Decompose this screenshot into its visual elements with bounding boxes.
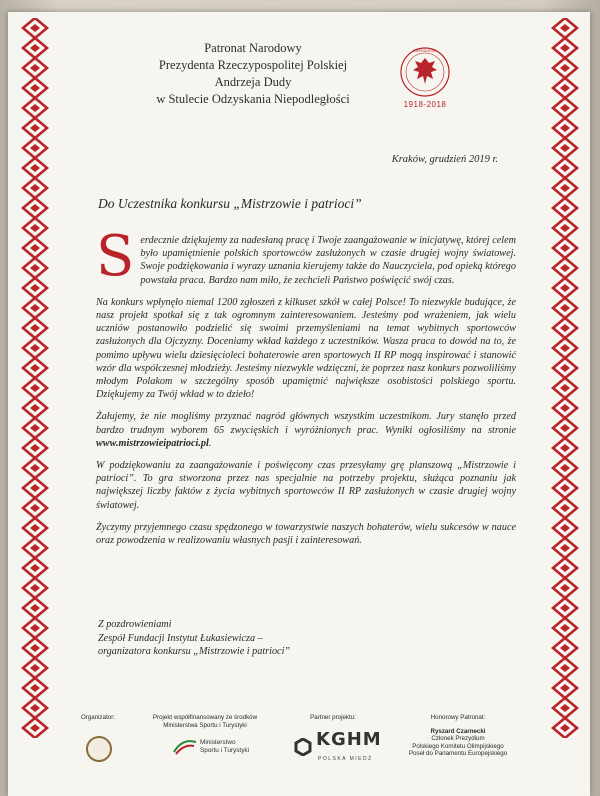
border-diamond-center (30, 484, 40, 492)
partner-name: KGHM (316, 729, 382, 750)
border-diamond-center (30, 524, 40, 532)
border-diamond-center (30, 184, 40, 192)
organizer-label: Organizator: (80, 714, 116, 721)
border-diamond-center (560, 284, 570, 292)
drop-cap: S (96, 224, 135, 289)
signature-line-1: Z pozdrowieniami (98, 619, 172, 630)
border-diamond-center (30, 724, 40, 732)
border-diamond-center (30, 464, 40, 472)
border-diamond-center (30, 84, 40, 92)
folk-border-left (18, 18, 52, 738)
organizer-logo-icon (86, 736, 112, 762)
border-diamond-center (30, 104, 40, 112)
border-diamond-center (560, 444, 570, 452)
border-diamond-center (560, 344, 570, 352)
border-diamond-center (30, 444, 40, 452)
border-diamond-center (560, 144, 570, 152)
border-diamond-center (560, 584, 570, 592)
border-diamond-center (560, 164, 570, 172)
paragraph-1 (96, 224, 516, 289)
border-diamond-center (30, 404, 40, 412)
border-diamond-center (560, 644, 570, 652)
border-diamond-center (560, 604, 570, 612)
border-diamond-center (30, 664, 40, 672)
paragraph-5: Życzymy przyjemnego czasu spędzonego w towarzystwie naszych bohaterów, wielu sukcesów w nauce oraz powodzenia w realizowaniu własnych pasji i zainteresowań. (96, 521, 516, 547)
letter-date: Kraków, grudzień 2019 r. (391, 154, 498, 165)
border-diamond-center (30, 304, 40, 312)
paragraph-3-text: Żałujemy, że nie mogliśmy przyznać nagród głównych wszystkim uczestnikom. Jury stanęło przed bardzo trudnym wyborem 65 zwycięskich i wyróżnionych prac. Wyniki ogłosiliśmy na stronie (96, 411, 516, 436)
border-diamond-center (560, 104, 570, 112)
border-diamond-center (30, 144, 40, 152)
border-diamond-center (30, 44, 40, 52)
paragraph-4: W podziękowaniu za zaangażowanie i poświęcony czas przesyłamy grę planszową „Mistrzowie i patrioci”. To gra stworzona przez nas specjalnie na potrzeby projektu, służąca poznaniu jak największej liczby faktów z życia wybitnych sportowców II RP zasłużonych w czasie drugiej wojny światowej. (96, 460, 516, 511)
border-diamond-center (560, 264, 570, 272)
border-diamond-center (560, 124, 570, 132)
border-diamond-center (30, 644, 40, 652)
folk-border-right (548, 18, 582, 738)
border-diamond-center (560, 324, 570, 332)
border-diamond-center (30, 164, 40, 172)
funding-label-1: Projekt współfinansowany ze środków (152, 714, 258, 721)
border-diamond-center (30, 204, 40, 212)
border-diamond-center (30, 324, 40, 332)
border-diamond-center (560, 204, 570, 212)
ministry-logo-text (200, 739, 249, 754)
paragraph-3-end: . (208, 437, 212, 449)
border-diamond-center (560, 84, 570, 92)
border-diamond-center (560, 64, 570, 72)
border-diamond-center (30, 684, 40, 692)
ministry-logo-icon (172, 736, 198, 756)
border-diamond-center (560, 504, 570, 512)
emblem-ring-text: NIEPODLEGŁA (413, 49, 437, 53)
signature-line-3: organizatora konkursu „Mistrzowie i patrioci” (98, 646, 291, 657)
signature-block (98, 618, 498, 659)
border-diamond-center (560, 24, 570, 32)
signature-line-2: Zespół Fundacji Instytut Łukasiewicza – (98, 632, 263, 644)
website-link[interactable]: www.mistrzowieipatrioci.pl (96, 437, 209, 449)
border-diamond-center (30, 344, 40, 352)
patron-name: Ryszard Czarnecki (430, 727, 486, 735)
ministry-logo-line-2: Sportu i Turystyki (200, 746, 250, 754)
funding-column (150, 714, 260, 754)
patron-role-3: Poseł do Parlamentu Europejskiego (408, 750, 508, 757)
border-diamond-center (560, 724, 570, 732)
border-diamond-center (560, 44, 570, 52)
emblem-years: 1918-2018 (403, 100, 447, 109)
letter-body (96, 224, 516, 556)
funding-label-2: Ministerstwa Sportu i Turystyki (163, 721, 247, 729)
border-diamond-center (560, 564, 570, 572)
patron-role-1: Członek Prezydium (431, 735, 485, 742)
border-diamond-center (30, 24, 40, 32)
border-diamond-center (560, 384, 570, 392)
patron-column (398, 714, 518, 758)
border-diamond-center (560, 664, 570, 672)
header-line: Patronat Narodowy (204, 41, 302, 55)
sponsors-footer (68, 714, 538, 774)
border-diamond-center (560, 704, 570, 712)
header-line: Andrzeja Dudy (214, 75, 292, 89)
border-diamond-center (30, 584, 40, 592)
border-diamond-center (560, 404, 570, 412)
patronage-header (98, 40, 408, 108)
border-diamond-center (560, 464, 570, 472)
header-line: Prezydenta Rzeczypospolitej Polskiej (158, 58, 348, 72)
organizer-column (68, 714, 128, 722)
letter-sheet (8, 12, 590, 796)
header-line: w Stulecie Odzyskania Niepodległości (156, 92, 350, 106)
border-diamond-center (560, 304, 570, 312)
border-diamond-center (560, 424, 570, 432)
border-diamond-center (30, 504, 40, 512)
partner-label: Partner projektu: (310, 714, 356, 721)
border-diamond-center (560, 544, 570, 552)
border-diamond-center (30, 64, 40, 72)
border-diamond-center (560, 524, 570, 532)
border-diamond-center (560, 184, 570, 192)
ministry-logo-line-1: Ministerstwo (200, 739, 236, 746)
salutation: Do Uczestnika konkursu „Mistrzowie i patrioci” (98, 196, 362, 211)
border-diamond-center (560, 244, 570, 252)
paragraph-1-text: erdecznie dziękujemy za nadesłaną pracę i Twoje zaangażowanie w inicjatywę, której celem było upamiętnienie polskich sportowców zasłużonych w czasie drugiej wojny światowej. Swoje podziękowania i wyrazy uznania kierujemy także do Nauczyciela, pod opieką którego powstała praca. Bardzo nam miło, że zechcieli Państwo poświęcić swój czas. (140, 235, 516, 286)
border-diamond-center (30, 624, 40, 632)
border-diamond-center (560, 684, 570, 692)
partner-subtitle: POLSKA MIEDŹ (318, 756, 373, 762)
patron-role-2: Polskiego Komitetu Olimpijskiego (412, 742, 504, 750)
border-diamond-center (560, 624, 570, 632)
kghm-hexagon-icon (294, 738, 312, 756)
border-diamond-center (30, 124, 40, 132)
border-diamond-center (30, 704, 40, 712)
border-diamond-center (30, 544, 40, 552)
partner-column (288, 714, 382, 762)
border-diamond-center (30, 364, 40, 372)
border-diamond-center (30, 424, 40, 432)
border-diamond-center (30, 604, 40, 612)
paragraph-3 (96, 410, 516, 450)
border-diamond-center (30, 384, 40, 392)
paragraph-2: Na konkurs wpłynęło niemal 1200 zgłoszeń z kilkuset szkół w całej Polsce! To niezwykle budujące, że nasz projekt spotkał się z tak ogromnym zainteresowaniem. Jesteśmy pod wrażeniem, jak wielu uczniów postanowiło podzielić się swoimi przemyśleniami na temat wybitnych sportowców zasłużonych dla Ojczyzny. Doceniamy wkład każdego z uczestników. Wasza praca to dowód na to, że pomimo upływu wielu dziesięcioleci bohaterowie aren sportowych II RP mogą inspirować i stanowić wzór dla współczesnej młodzieży. Jesteśmy niezwykle wdzięczni, że poprzez nasz konkurs pozwoliliśmy młodym Polakom w szczególny sposób upamiętnić największe osobistości polskiego sportu. Dziękujemy za Twój wkład w to dzieło! (96, 296, 516, 401)
border-diamond-center (30, 284, 40, 292)
border-diamond-center (560, 484, 570, 492)
border-diamond-center (30, 224, 40, 232)
border-diamond-center (560, 364, 570, 372)
border-diamond-center (30, 564, 40, 572)
border-diamond-center (30, 244, 40, 252)
border-diamond-center (560, 224, 570, 232)
border-diamond-center (30, 264, 40, 272)
patron-label: Honorowy Patronat: (430, 714, 486, 721)
